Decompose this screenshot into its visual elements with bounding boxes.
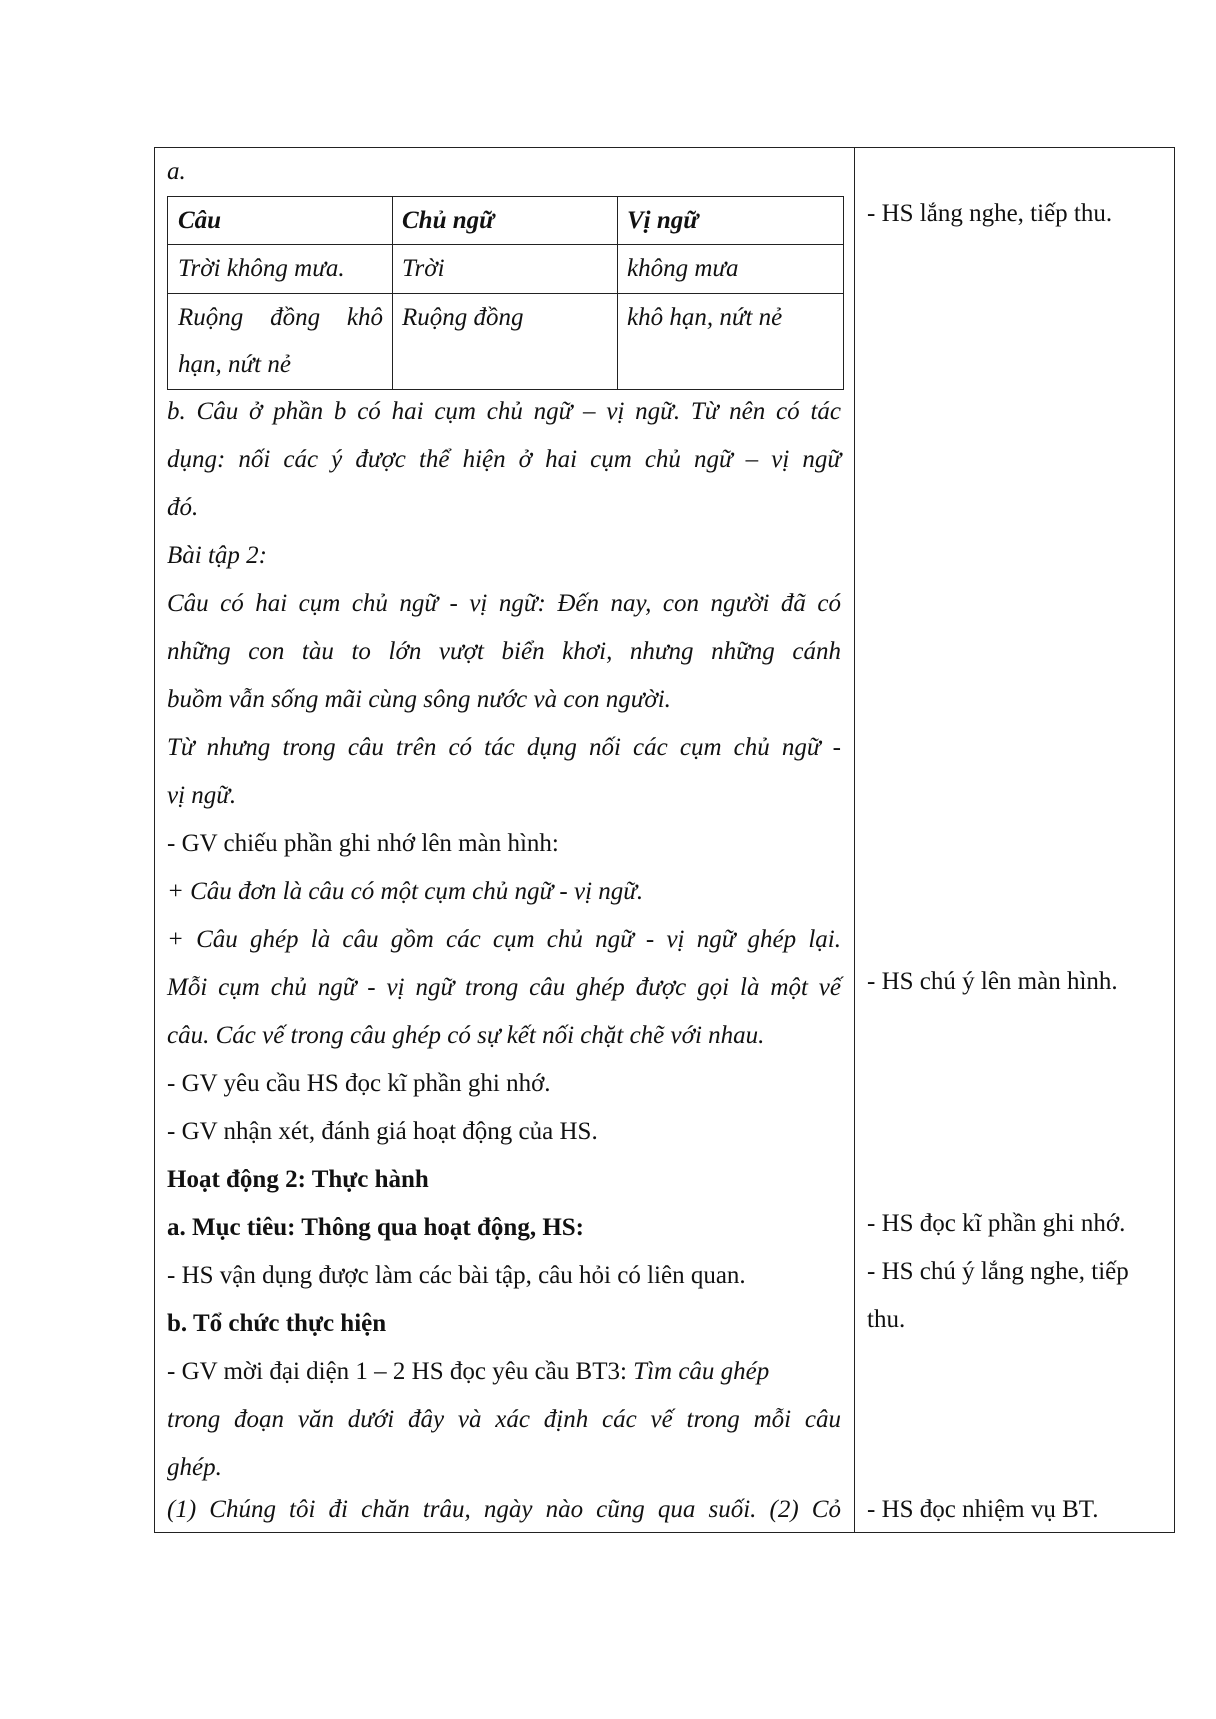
bt2-line2: những con tàu to lớn vượt biển khơi, nhưng những cánh [167, 638, 841, 665]
nhung-line2: vị ngữ. [167, 782, 237, 809]
bt2-title: Bài tập 2: [167, 542, 267, 569]
note-cau-ghep-line3: câu. Các vế trong câu ghép có sự kết nối chặt chẽ với nhau. [167, 1022, 765, 1049]
gv-read: - GV yêu cầu HS đọc kĩ phần ghi nhớ. [167, 1070, 551, 1097]
hd2-title: Hoạt động 2: Thực hành [167, 1166, 429, 1193]
row2-cau-line1: Ruộng đồng khô [178, 304, 383, 331]
hs-apply: - HS vận dụng được làm các bài tập, câu hỏi có liên quan. [167, 1262, 746, 1289]
right-hs-screen: - HS chú ý lên màn hình. [867, 968, 1118, 995]
row2-chu-ngu: Ruộng đồng [402, 304, 524, 331]
a-label: a. [167, 158, 186, 185]
lesson-table [154, 147, 1175, 1533]
header-vi-ngu: Vị ngữ [627, 207, 699, 234]
header-chu-ngu: Chủ ngữ [402, 207, 495, 234]
gv-invite-task: Tìm câu ghép [633, 1358, 770, 1385]
right-hs-read-note: - HS đọc kĩ phần ghi nhớ. [867, 1210, 1126, 1237]
b-para-line2: dụng: nối các ý được thể hiện ở hai cụm chủ ngữ – vị ngữ [167, 446, 841, 473]
note-cau-don: + Câu đơn là câu có một cụm chủ ngữ - vị ngữ. [167, 878, 644, 905]
note-cau-ghep-line2: Mỗi cụm chủ ngữ - vị ngữ trong câu ghép được gọi là một vế [167, 974, 841, 1001]
right-hs-listen: - HS lắng nghe, tiếp thu. [867, 200, 1113, 227]
row2-cau-line2: hạn, nứt nẻ [178, 351, 291, 378]
passage-line1: (1) Chúng tôi đi chăn trâu, ngày nào cũng qua suối. (2) Cỏ [167, 1496, 841, 1523]
right-hs-task: - HS đọc nhiệm vụ BT. [867, 1496, 1099, 1523]
gv-invite-prefix: - GV mời đại diện 1 – 2 HS đọc yêu cầu BT3: [167, 1358, 634, 1385]
to-chuc: b. Tổ chức thực hiện [167, 1310, 387, 1337]
row2-vi-ngu: khô hạn, nứt nẻ [627, 304, 783, 331]
muc-tieu: a. Mục tiêu: Thông qua hoạt động, HS: [167, 1214, 584, 1241]
bt2-line1: Câu có hai cụm chủ ngữ - vị ngữ: Đến nay, con người đã có [167, 590, 841, 617]
gv-invite-line3: ghép. [167, 1454, 222, 1481]
nhung-line1: Từ nhưng trong câu trên có tác dụng nối các cụm chủ ngữ - [167, 734, 841, 761]
subject-predicate-table [167, 196, 844, 390]
gv-invite-line2: trong đoạn văn dưới đây và xác định các vế trong mỗi câu [167, 1406, 841, 1433]
right-hs-attend-line2: thu. [867, 1306, 906, 1333]
b-para-line1: b. Câu ở phần b có hai cụm chủ ngữ – vị ngữ. Từ nên có tác [167, 398, 841, 425]
note-cau-ghep-line1: + Câu ghép là câu gồm các cụm chủ ngữ - vị ngữ ghép lại. [167, 926, 841, 953]
gv-invite-line1 [167, 1348, 841, 1396]
right-hs-attend-line1: - HS chú ý lắng nghe, tiếp [867, 1258, 1129, 1285]
row1-vi-ngu: không mưa [627, 255, 739, 282]
b-para-line3: đó. [167, 494, 199, 521]
header-cau: Câu [178, 207, 222, 234]
gv-comment: - GV nhận xét, đánh giá hoạt động của HS. [167, 1118, 598, 1145]
column-divider [854, 148, 855, 1532]
gv-show: - GV chiếu phần ghi nhớ lên màn hình: [167, 830, 559, 857]
row1-chu-ngu: Trời [402, 255, 445, 282]
row1-cau: Trời không mưa. [178, 255, 345, 282]
bt2-line3: buồm vẫn sống mãi cùng sông nước và con người. [167, 686, 671, 713]
